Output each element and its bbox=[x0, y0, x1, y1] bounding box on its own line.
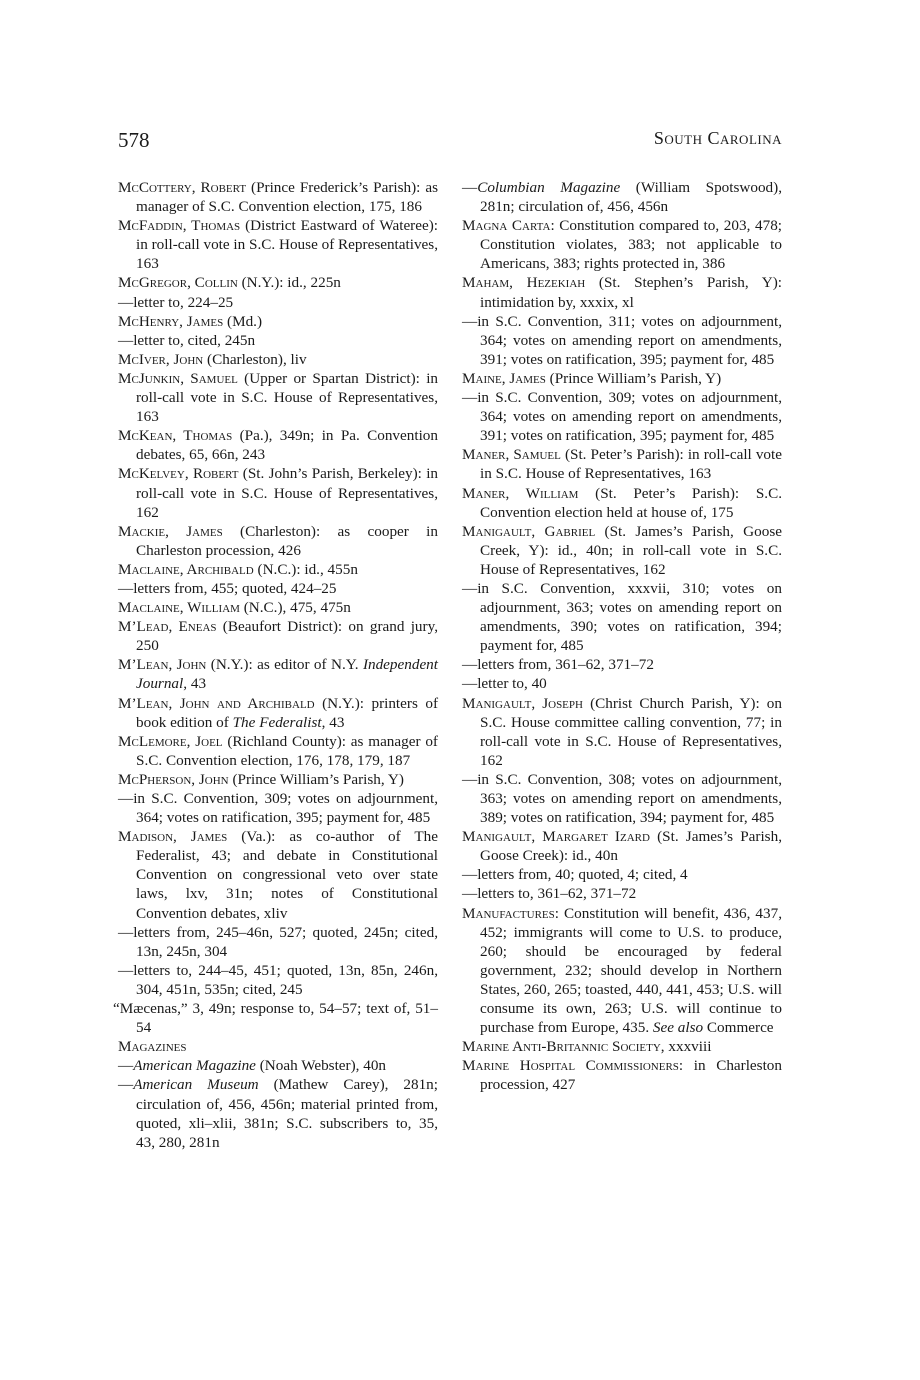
index-entry: Manigault, Joseph (Christ Church Parish, Y): on S.C. House committee calling convention, 77; in roll-call vote in S.C. House of Representatives, 162 bbox=[462, 694, 782, 769]
index-subentry: —letters from, 455; quoted, 424–25 bbox=[118, 579, 337, 597]
index-column-right bbox=[462, 178, 782, 1095]
index-entry: McKean, Thomas (Pa.), 349n; in Pa. Convention debates, 65, 66n, 243 bbox=[118, 427, 438, 464]
index-entry: McJunkin, Samuel (Upper or Spartan District): in roll-call vote in S.C. House of Representatives, 163 bbox=[118, 369, 439, 426]
index-entry: Marine Anti-Britannic Society, xxxviii bbox=[462, 1038, 712, 1056]
index-subentry: —letter to, 224–25 bbox=[118, 293, 234, 311]
index-entry: Manigault, Margaret Izard (St. James’s Parish, Goose Creek): id., 40n bbox=[462, 828, 782, 865]
index-entry: McKelvey, Robert (St. John’s Parish, Berkeley): in roll-call vote in S.C. House of Representatives, 162 bbox=[118, 465, 439, 521]
index-entry: McHenry, James (Md.) bbox=[118, 312, 263, 330]
index-entry: Maner, Samuel (St. Peter’s Parish): in roll-call vote in S.C. House of Representatives, 163 bbox=[462, 446, 782, 483]
index-subentry: —letters to, 244–45, 451; quoted, 13n, 85n, 246n, 304, 451n, 535n; cited, 245 bbox=[118, 961, 438, 998]
index-entry: McGregor, Collin (N.Y.): id., 225n bbox=[118, 274, 341, 292]
page-number: 578 bbox=[118, 128, 150, 152]
index-entry: Maine, James (Prince William’s Parish, Y) bbox=[462, 369, 722, 387]
index-entry: M’Lean, John and Archibald (N.Y.): printers of book edition of The Federalist, 43 bbox=[118, 694, 438, 731]
index-subentry: —letters to, 361–62, 371–72 bbox=[462, 885, 637, 903]
index-subentry: —in S.C. Convention, xxxvii, 310; votes on adjournment, 363; votes on amending report on amendments, 390; votes on ratification, 394; payment for, 485 bbox=[462, 579, 782, 655]
index-entry: Maclaine, Archibald (N.C.): id., 455n bbox=[118, 560, 358, 578]
index-subentry: —American Magazine (Noah Webster), 40n bbox=[118, 1057, 387, 1075]
index-entry: Mackie, James (Charleston): as cooper in Charleston procession, 426 bbox=[118, 522, 438, 559]
index-entry: M’Lean, John (N.Y.): as editor of N.Y. Independent Journal, 43 bbox=[118, 656, 438, 693]
index-entry: Maner, William (St. Peter’s Parish): S.C. Convention election held at house of, 175 bbox=[462, 484, 782, 521]
index-subentry: —in S.C. Convention, 311; votes on adjournment, 364; votes on amending report on amendments, 391; votes on ratification, 395; payment for, 485 bbox=[462, 312, 782, 368]
index-subentry: —letters from, 40; quoted, 4; cited, 4 bbox=[462, 866, 688, 884]
index-entry: Madison, James (Va.): as co-author of The Federalist, 43; and debate in Constitutional Convention on congressional veto over state laws, lxv, 31n; notes of Constitutional Convention debates, xliv bbox=[118, 828, 438, 922]
index-column-left bbox=[113, 178, 439, 1152]
index-entry: M’Lead, Eneas (Beaufort District): on grand jury, 250 bbox=[118, 618, 438, 655]
index-entry: “Mæcenas,” 3, 49n; response to, 54–57; text of, 51–54 bbox=[113, 1000, 438, 1037]
index-entry: Magna Carta: Constitution compared to, 203, 478; Constitution violates, 383; not applicable to Americans, 383; rights protected in, 386 bbox=[462, 217, 783, 273]
index-subentry: —Columbian Magazine (William Spotswood), 281n; circulation of, 456, 456n bbox=[462, 179, 782, 216]
index-subentry: —letter to, 40 bbox=[462, 675, 547, 693]
index-subentry: —in S.C. Convention, 308; votes on adjournment, 363; votes on amending report on amendments, 389; votes on ratification, 394; payment for, 485 bbox=[462, 770, 782, 827]
index-subentry: —letter to, cited, 245n bbox=[118, 331, 256, 349]
index-entry: Magazines bbox=[118, 1038, 187, 1056]
index-subentry: —in S.C. Convention, 309; votes on adjournment, 364; votes on amending report on amendments, 391; votes on ratification, 395; payment for, 485 bbox=[462, 389, 782, 445]
running-head: South Carolina bbox=[653, 128, 782, 148]
index-entry: Manigault, Gabriel (St. James’s Parish, Goose Creek, Y): id., 40n; in roll-call vote in S.C. House of Representatives, 162 bbox=[462, 522, 782, 578]
index-entry: McIver, John (Charleston), liv bbox=[118, 350, 307, 368]
index-entry: Marine Hospital Commissioners: in Charleston procession, 427 bbox=[462, 1057, 782, 1094]
index-entry: Maclaine, William (N.C.), 475, 475n bbox=[118, 599, 351, 617]
index-subentry: —letters from, 361–62, 371–72 bbox=[462, 656, 654, 674]
index-subentry: —letters from, 245–46n, 527; quoted, 245n; cited, 13n, 245n, 304 bbox=[118, 923, 438, 960]
index-subentry: —American Museum (Mathew Carey), 281n; circulation of, 456, 456n; material printed from, quoted, xli–xlii, 381n; S.C. subscribers to, 35, 43, 280, 281n bbox=[118, 1076, 438, 1151]
index-entry: Maham, Hezekiah (St. Stephen’s Parish, Y): intimidation by, xxxix, xl bbox=[462, 274, 782, 311]
index-entry: McLemore, Joel (Richland County): as manager of S.C. Convention election, 176, 178, 179, 187 bbox=[118, 732, 438, 769]
index-entry: McCottery, Robert (Prince Frederick’s Parish): as manager of S.C. Convention election, 175, 186 bbox=[118, 179, 438, 216]
page-header bbox=[118, 128, 782, 154]
index-entry: McPherson, John (Prince William’s Parish, Y) bbox=[118, 770, 404, 788]
index-subentry: —in S.C. Convention, 309; votes on adjournment, 364; votes on ratification, 395; payment for, 485 bbox=[118, 790, 438, 827]
index-entry: Manufactures: Constitution will benefit, 436, 437, 452; immigrants will come to U.S. to produce, 260; should be encouraged by federal government, 232; should develop in Northern States, 260, 265; toasted, 440, 441, 453; U.S. will consume its own, 263; U.S. will continue to purchase from Europe, 435. See also Commerce bbox=[462, 904, 782, 1037]
index-entry: McFaddin, Thomas (District Eastward of Wateree): in roll-call vote in S.C. House of Representatives, 163 bbox=[118, 217, 438, 273]
